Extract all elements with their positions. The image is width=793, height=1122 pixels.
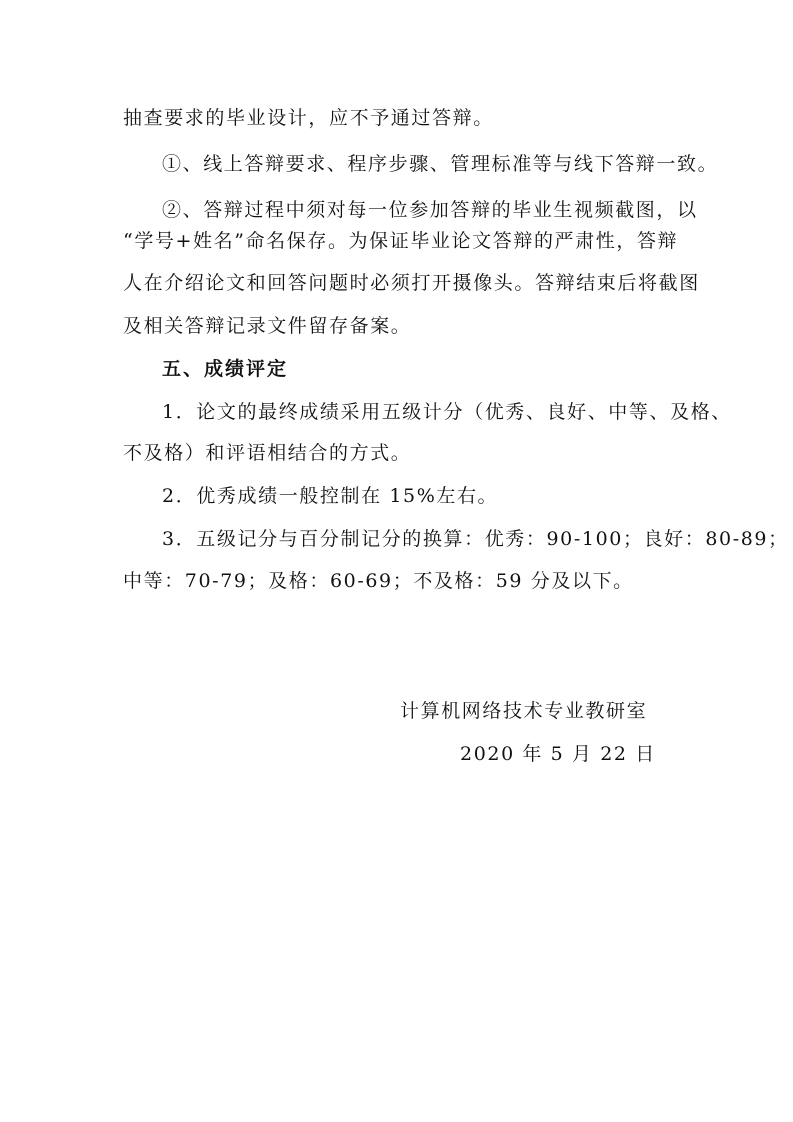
paragraph-line: ①、线上答辩要求、程序步骤、管理标准等与线下答辩一致。 [162,153,719,175]
grading-line: 2．优秀成绩一般控制在 15%左右。 [162,485,499,507]
signature-date: 2020 年 5 月 22 日 [460,743,656,765]
grading-line: 中等：70-79；及格：60-69；不及格：59 分及以下。 [123,570,634,592]
paragraph-line: 抽查要求的毕业设计，应不予通过答辩。 [123,107,494,129]
paragraph-line: “学号+姓名”命名保存。为保证毕业论文答辩的严肃性，答辩 [123,230,679,252]
paragraph-line: ②、答辩过程中须对每一位参加答辩的毕业生视频截图，以 [162,199,698,221]
paragraph-line: 人在介绍论文和回答问题时必须打开摄像头。答辩结束后将截图 [123,272,700,294]
section-heading: 五、成绩评定 [162,358,289,380]
signature-department: 计算机网络技术专业教研室 [400,700,648,722]
paragraph-line: 及相关答辩记录文件留存备案。 [123,315,412,337]
grading-line: 3．五级记分与百分制记分的换算：优秀：90-100；良好：80-89； [162,528,789,550]
grading-line: 不及格）和评语相结合的方式。 [123,442,412,464]
grading-line: 1．论文的最终成绩采用五级计分（优秀、良好、中等、及格、 [162,401,732,423]
